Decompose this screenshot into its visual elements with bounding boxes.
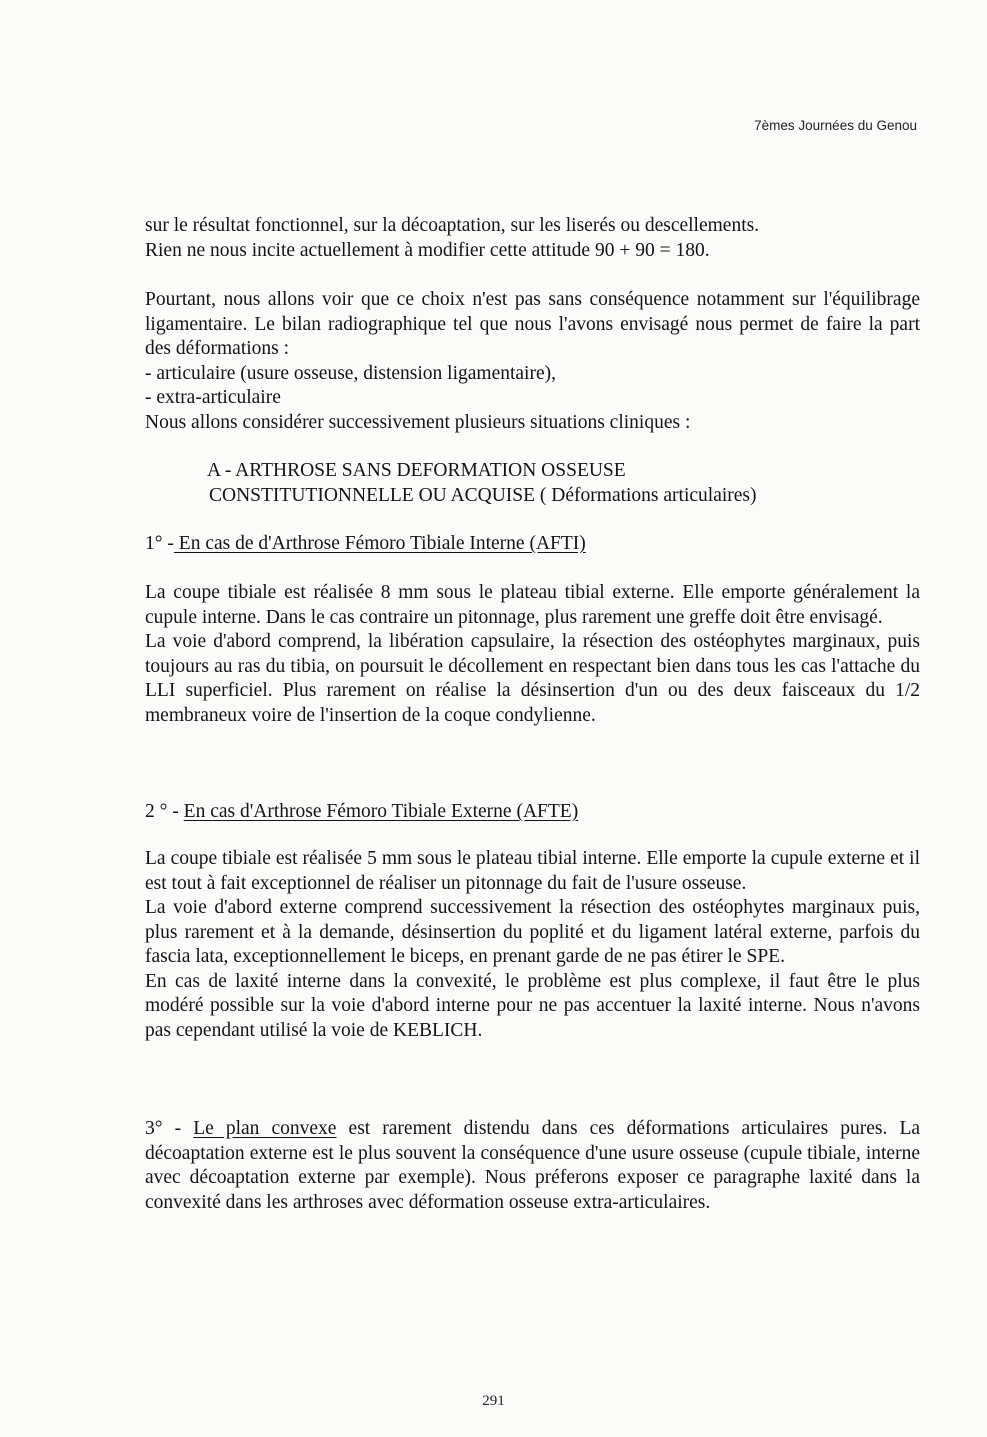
subsection-number: 1° -: [145, 533, 174, 554]
paragraph-text: est rarement distendu dans ces déformations articulaires pures. La décoaptation externe est le plus souvent la conséquence d'une usure osseuse (cupule tibiale, interne avec décoaptation externe par exemple). Nous préferons exposer ce paragraphe laxité dans la convexité dans les arthroses avec déformation osseuse extra-articulaires.: [145, 1118, 921, 1213]
paragraph-text: Pourtant, nous allons voir que ce choix n'est pas sans conséquence notamment sur l'équilibrage ligamentaire. Le bilan radiographique tel que nous l'avons envisagé nous permet de faire la part des déformations :: [145, 289, 920, 359]
paragraph-text: La voie d'abord comprend, la libération capsulaire, la résection des ostéophytes marginaux, puis toujours au ras du tibia, on poursuit le décollement en respectant bien dans tous les cas l'attache du LLI superficiel. Plus rarement on réalise la désinsertion d'un ou des deux faisceaux du 1/2 membraneux voire de l'insertion de la coque condylienne.: [145, 631, 920, 726]
paragraph-deformations: [145, 288, 920, 435]
section-a-line-1: A - ARTHROSE SANS DEFORMATION OSSEUSE: [207, 460, 626, 481]
subsection-title: En cas d'Arthrose Fémoro Tibiale Externe (AFTE): [183, 801, 579, 822]
list-item: - articulaire (usure osseuse, distension ligamentaire),: [145, 362, 556, 384]
subsection-title: Le plan convexe: [193, 1118, 337, 1139]
subsection-2-heading: [145, 800, 920, 825]
paragraph-line: sur le résultat fonctionnel, sur la décoaptation, sur les liserés ou descellements.: [145, 215, 760, 236]
paragraph-text: La coupe tibiale est réalisée 8 mm sous le plateau tibial externe. Elle emporte généralement la cupule interne. Dans le cas contraire un pitonnage, plus rarement une greffe doit être envisagé.: [145, 582, 920, 628]
paragraph-text: La coupe tibiale est réalisée 5 mm sous le plateau tibial interne. Elle emporte la cupule externe et il est tout à fait exceptionnel de réaliser un pitonnage du fait de l'usure osseuse.: [145, 848, 920, 894]
list-item: - extra-articulaire: [145, 387, 281, 408]
paragraph-line: Rien ne nous incite actuellement à modifier cette attitude 90 + 90 = 180.: [145, 239, 710, 261]
section-a-heading: [207, 459, 907, 508]
paragraph-text: En cas de laxité interne dans la convexité, le problème est plus complexe, il faut être le plus modéré possible sur la voie d'abord interne pour ne pas accentuer la laxité interne. Nous n'avons pas cependant utilisé la voie de KEBLICH.: [145, 970, 920, 1041]
section-a-line-2: CONSTITUTIONNELLE OU ACQUISE ( Déformations articulaires): [209, 484, 757, 506]
subsection-1-heading: [145, 532, 920, 557]
paragraph-text: Nous allons considérer successivement plusieurs situations cliniques :: [145, 411, 691, 433]
paragraph-plan-convexe: [145, 1117, 920, 1215]
paragraph-afte: [145, 847, 920, 1043]
subsection-title: En cas de d'Arthrose Fémoro Tibiale Interne (AFTI): [173, 533, 586, 554]
page-number: 291: [482, 1393, 505, 1409]
paragraph-intro: [145, 214, 920, 263]
paragraph-afti: [145, 581, 920, 728]
subsection-number: 3° -: [145, 1118, 182, 1139]
subsection-number: 2 ° -: [145, 801, 179, 822]
running-header: 7èmes Journées du Genou: [754, 118, 917, 133]
paragraph-text: La voie d'abord externe comprend successivement la résection des ostéophytes marginaux puis, plus rarement et à la demande, désinsertion du poplité et du ligament latéral externe, parfois du fascia lata, exceptionnellement le biceps, en prenant garde de ne pas étirer le SPE.: [145, 897, 920, 967]
